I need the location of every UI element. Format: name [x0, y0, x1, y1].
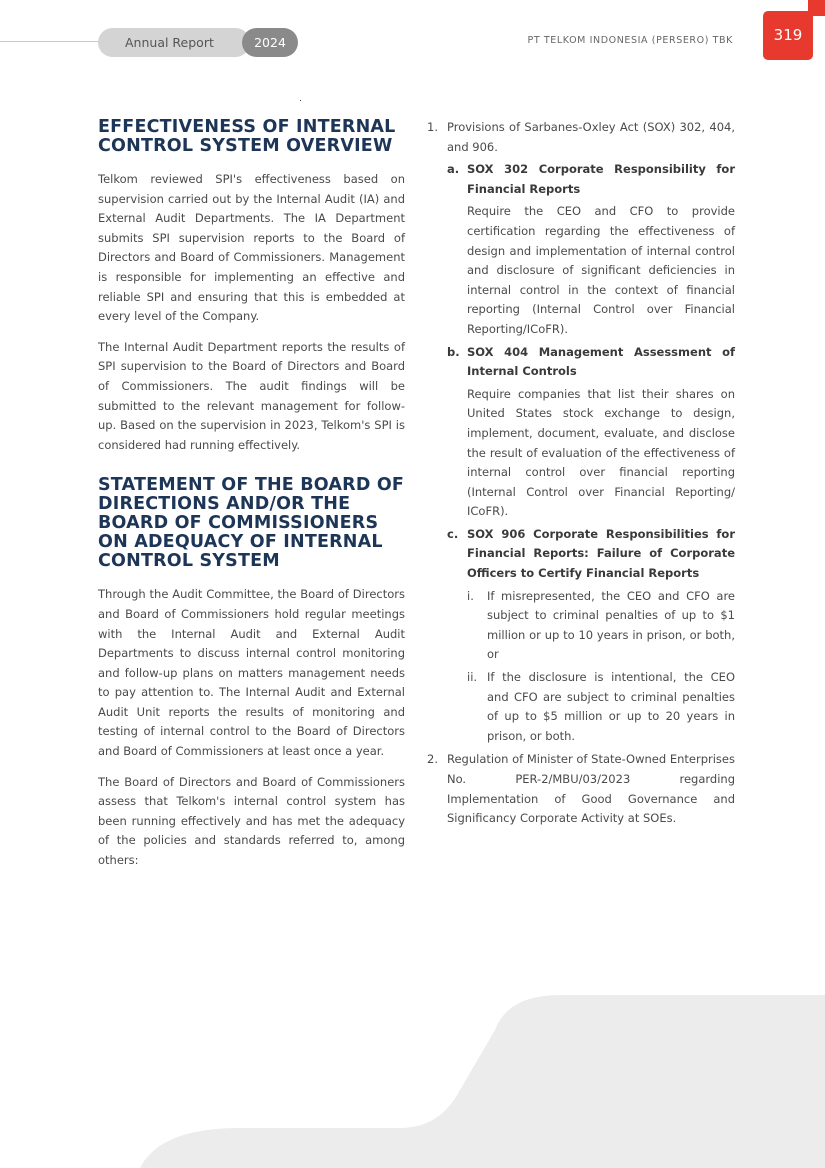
- list-item-sox: [427, 118, 735, 746]
- header-rule: [0, 41, 110, 42]
- sub-item-sox-906: [447, 525, 735, 747]
- paragraph-board-assessment: The Board of Directors and Board of Commissioners assess that Telkom's internal control system has been running effectively and has met the adequacy of the policies and standards referred to, among others:: [98, 774, 405, 868]
- stray-dot: [300, 100, 301, 101]
- roman-number: ii.: [467, 670, 478, 685]
- sub-item-sox-404: [447, 343, 735, 522]
- paragraph-audit-committee: Through the Audit Committee, the Board of Directors and Board of Commissioners hold regular meetings with the Internal Audit and External Audit Departments to discuss internal control monitoring and follow-up plans on matters management needs to pay attention to. The Internal Audit and External Audit Unit reports the results of monitoring and testing of internal control to the Board of Directors and Board of Commissioners at least once a year.: [98, 587, 405, 759]
- roman-item-text: If misrepresented, the CEO and CFO are subject to criminal penalties of up to $1 million or up to 10 years in prison, or both, or: [487, 588, 735, 662]
- paragraph-spi-review: Telkom reviewed SPI's effectiveness based on supervision carried out by the Internal Audit (IA) and External Audit Departments. The IA Department submits SPI supervision reports to the Board of Directors and Board of Commissioners. Management is responsible for implementing an effective and reliable SPI and ensuring that this is embedded at every level of the Company.: [98, 172, 405, 324]
- company-name: PT TELKOM INDONESIA (PERSERO) TBK: [527, 35, 733, 46]
- roman-number: i.: [467, 588, 474, 603]
- list-item-text: Provisions of Sarbanes-Oxley Act (SOX) 302, 404, and 906.: [447, 120, 735, 154]
- sub-item-letter: a.: [447, 162, 460, 177]
- report-year-badge: 2024: [242, 28, 298, 57]
- sub-item-title: SOX 906 Corporate Responsibilities for Financial Reports: Failure of Corporate Officers to Certify Financial Reports: [467, 526, 735, 581]
- sub-item-title: SOX 302 Corporate Responsibility for Financial Reports: [467, 162, 735, 196]
- sub-item-body: Require the CEO and CFO to provide certification regarding the effectiveness of design and implementation of internal control and disclosure of significant deficiencies in internal control in the context of financial reporting (Internal Control over Financial Reporting/ICoFR).: [467, 204, 735, 336]
- roman-item-misrepresented: [467, 587, 735, 665]
- roman-item-text: If the disclosure is intentional, the CEO and CFO are subject to criminal penalties of up to $5 million or up to 20 years in prison, or both.: [487, 670, 735, 743]
- right-column: [427, 118, 735, 829]
- annual-report-label: Annual Report: [98, 28, 250, 57]
- list-item-text: Regulation of Minister of State-Owned Enterprises No. PER-2/MBU/03/2023 regarding Implementation of Good Governance and Significancy Corporate Activity at SOEs.: [447, 752, 735, 826]
- left-column: [98, 118, 405, 882]
- list-number: 2.: [427, 752, 438, 767]
- sub-item-letter: c.: [447, 526, 459, 541]
- sub-item-letter: b.: [447, 344, 460, 359]
- list-item-regulation: [427, 750, 735, 828]
- heading-statement-board: STATEMENT OF THE BOARD OF DIRECTIONS AND/OR THE BOARD OF COMMISSIONERS ON ADEQUACY OF INTERNAL CONTROL SYSTEM: [98, 475, 405, 572]
- sub-item-sox-302: [447, 160, 735, 339]
- paragraph-ia-reports: The Internal Audit Department reports the results of SPI supervision to the Board of Directors and Board of Commissioners. The audit findings will be submitted to the relevant management for follow-up. Based on the supervision in 2023, Telkom's SPI is considered had running effectively.: [98, 339, 405, 452]
- heading-effectiveness: EFFECTIVENESS OF INTERNAL CONTROL SYSTEM OVERVIEW: [98, 117, 396, 156]
- roman-item-intentional: [467, 668, 735, 746]
- list-number: 1.: [427, 120, 438, 134]
- sub-item-body: Require companies that list their shares on United States stock exchange to design, implement, document, evaluate, and disclose the result of evaluation of the effectiveness of internal control over financial reporting (Internal Control over Financial Reporting/ ICoFR).: [467, 386, 735, 519]
- page-number: 319: [763, 11, 813, 60]
- sub-item-title: SOX 404 Management Assessment of Internal Controls: [467, 344, 735, 379]
